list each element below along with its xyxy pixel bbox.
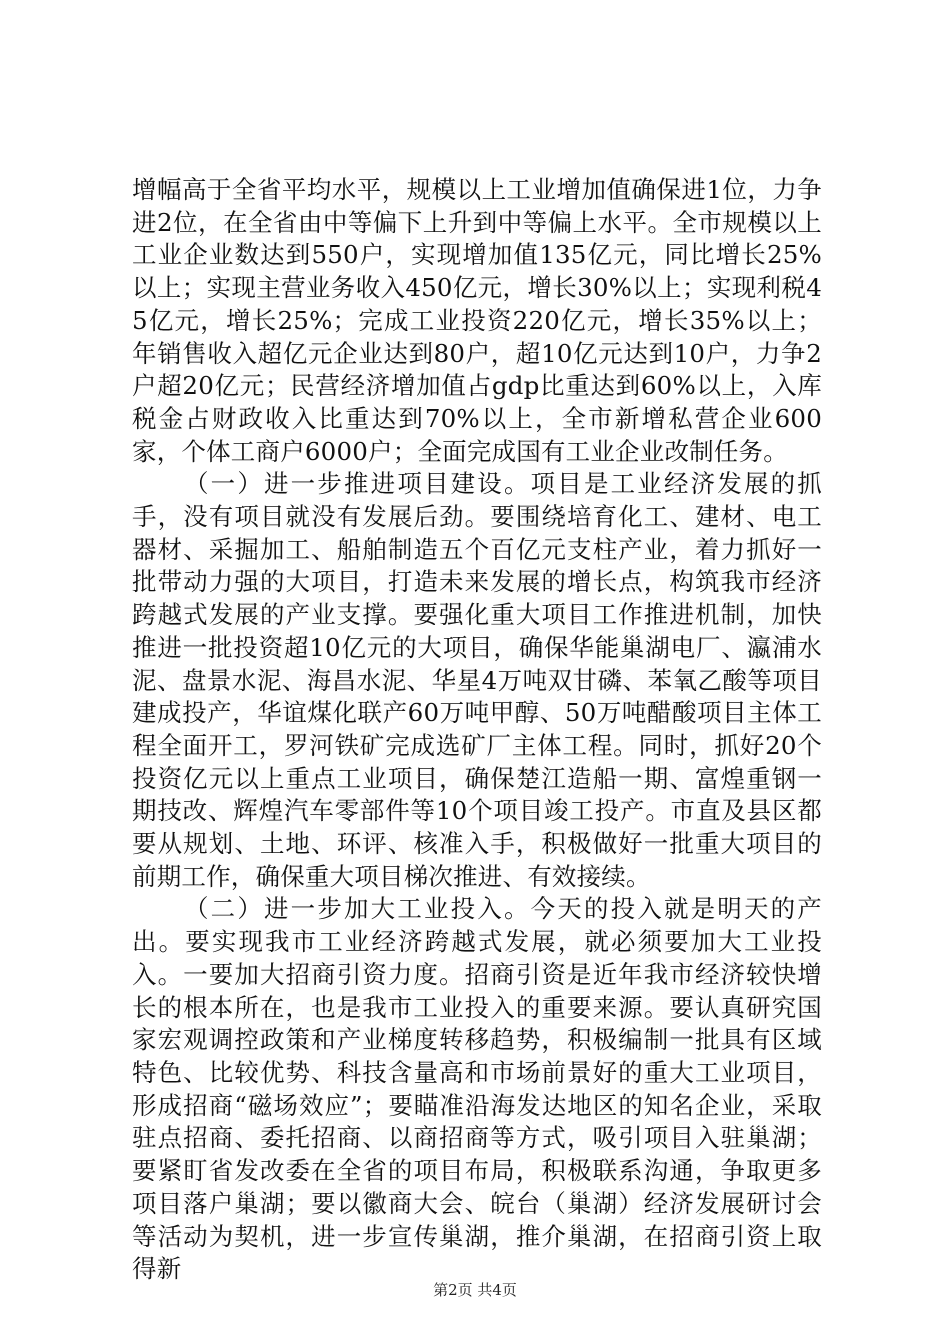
- paragraph-targets: 增幅高于全省平均水平，规模以上工业增加值确保进1位，力争进2位，在全省由中等偏下上升到中等偏上水平。全市规模以上工业企业数达到550户，实现增加值135亿元，同比增长25%以上；实现主营业务收入450亿元，增长30%以上；实现利税45亿元，增长25%；完成工业投资220亿元，增长35%以上；年销售收入超亿元企业达到80户，超10亿元达到10户，力争2户超20亿元；民营经济增加值占gdp比重达到60%以上，入库税金占财政收入比重达到70%以上，全市新增私营企业600家，个体工商户6000户；全面完成国有工业企业改制任务。: [132, 175, 822, 466]
- paragraph-industrial-investment: （二）进一步加大工业投入。今天的投入就是明天的产出。要实现我市工业经济跨越式发展，就必须要加大工业投入。一要加大招商引资力度。招商引资是近年我市经济较快增长的根本所在，也是我市工业投入的重要来源。要认真研究国家宏观调控政策和产业梯度转移趋势，积极编制一批具有区域特色、比较优势、科技含量高和市场前景好的重大工业项目，形成招商“磁场效应”；要瞄准沿海发达地区的知名企业，采取驻点招商、委托招商、以商招商等方式，吸引项目入驻巢湖；要紧盯省发改委在全省的项目布局，积极联系沟通，争取更多项目落户巢湖；要以徽商大会、皖台（巢湖）经济发展研讨会等活动为契机，进一步宣传巢湖，推介巢湖，在招商引资上取得新: [132, 894, 822, 1284]
- document-body: [132, 174, 822, 1286]
- page-number-footer: 第2页 共4页: [433, 1281, 517, 1299]
- paragraph-project-construction: （一）进一步推进项目建设。项目是工业经济发展的抓手，没有项目就没有发展后劲。要围绕培育化工、建材、电工器材、采掘加工、船舶制造五个百亿元支柱产业，着力抓好一批带动力强的大项目，打造未来发展的增长点，构筑我市经济跨越式发展的产业支撑。要强化重大项目工作推进机制，加快推进一批投资超10亿元的大项目，确保华能巢湖电厂、瀛浦水泥、盘景水泥、海昌水泥、华星4万吨双甘磷、苯氧乙酸等项目建成投产，华谊煤化联产60万吨甲醇、50万吨醋酸项目主体工程全面开工，罗河铁矿完成选矿厂主体工程。同时，抓好20个投资亿元以上重点工业项目，确保楚江造船一期、富煌重钢一期技改、辉煌汽车零部件等10个项目竣工投产。市直及县区都要从规划、土地、环评、核准入手，积极做好一批重大项目的前期工作，确保重大项目梯次推进、有效接续。: [132, 469, 822, 891]
